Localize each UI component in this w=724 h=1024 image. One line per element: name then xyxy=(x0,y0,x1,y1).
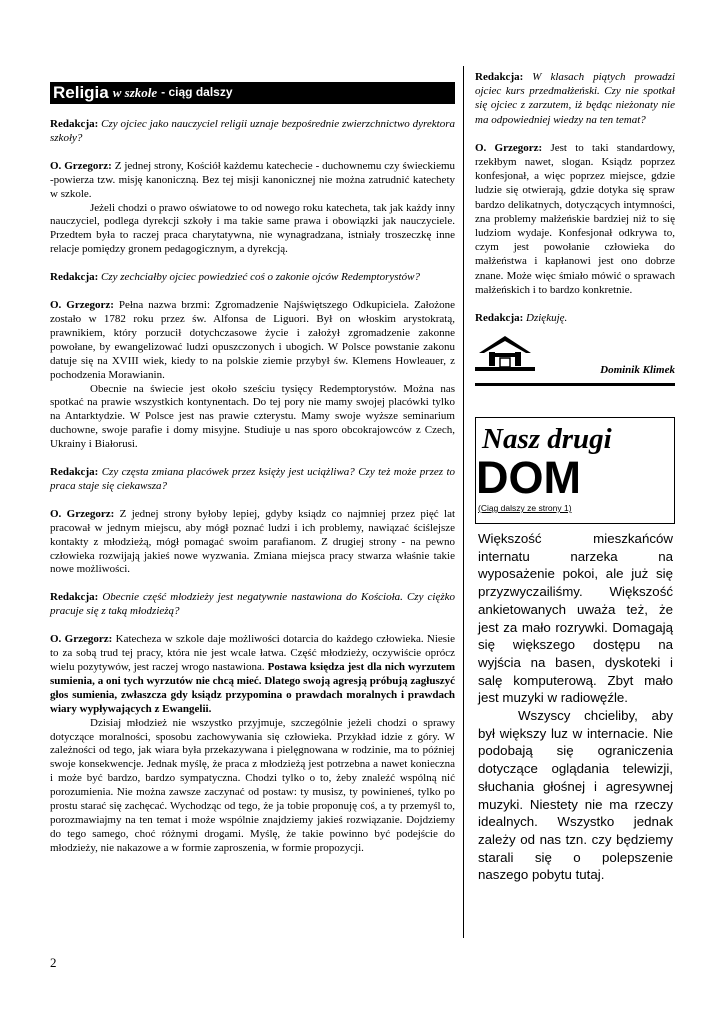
answer-5 xyxy=(475,141,675,297)
dom-title-box xyxy=(475,417,675,524)
dom-continued-link[interactable]: (Ciąg dalszy ze strony 1) xyxy=(478,503,572,513)
label-grzegorz: O. Grzegorz: xyxy=(50,159,112,172)
dom-title-line1: Nasz drugi xyxy=(482,423,612,455)
answer-paragraph: Obecnie na świecie jest około sześciu tysięcy Redemptorystów. Można nas spotkać na prawie wszystkich kontynentach. Do tej pory nie mamy swojej placówki tylko na Antarktydzie. W Polsce jest nas prawie czterystu. Mamy swoje wyższe seminarium duchowne, swoje parafie i domy misyjne. Studiuje u nas sporo obcokrajowców z Czech, Ukrainy i Białorusi. xyxy=(50,382,455,451)
answer-text: Katecheza w szkole daje możliwości dotarcia do każdego człowieka. Niesie to za sobą trud tej pracy, która nie jest wcale łatwa. Część młodzieży, oczywiście oprócz wielu pozytywów, jest raczej wrogo nastawiona. xyxy=(50,633,456,673)
question-3 xyxy=(50,466,455,494)
answer-paragraph: Jeżeli chodzi o prawo oświatowe to od nowego roku katecheta, tak jak każdy inny nauczyciel, podlega dyrekcji szkoły i ma takie same prawa i obowiązki jak nauczyciele. Przedtem była to raczej praca charytatywna, nie wynagradzana, istniały troszeczkę inne relacje pomiędzy gronem pedagogicznym, a dyrekcją. xyxy=(50,201,455,256)
label-redakcja: Redakcja: xyxy=(50,118,99,130)
answer-1 xyxy=(50,160,455,257)
answer-text: Z jednej strony, Kościół każdemu katechecie - duchownemu czy świeckiemu -powierza tzw. misję kanoniczną. Bez tej misji kanonicznej nie można zatrudnić katechety w szkole. xyxy=(50,159,456,200)
question-text: Czy częsta zmiana placówek przez księży jest uciążliwa? Czy też może przez to praca staje się ciekawsza? xyxy=(50,466,455,492)
answer-bold-text: Postawa księdza jest dla nich wyrzutem sumienia, a oni tych wyrzutów nie chcą mieć. Dlatego swoją agresją próbują zagłuszyć głos sumienia, zwłaszcza gdy ksiądz przypomina o prawdach moralnych i prawdach wiary wypływających z Ewangelii. xyxy=(50,661,455,715)
label-redakcja: Redakcja: xyxy=(475,312,524,325)
dom-paragraph-2: Wszyscy chcieliby, aby był większy luz w internacie. Nie podobają się ograniczenia dotyczące oglądania telewizji, słuchania głośnej i agresywnej muzyki. Niestety nie ma rzeczy idealnych. Wszystko jednak zależy od nas tzn. czy będziemy starali się o polepszenie naszego pobytu tutaj. xyxy=(478,708,673,883)
answer-3 xyxy=(50,508,455,578)
author-row xyxy=(475,333,675,377)
answer-paragraph: Dzisiaj młodzież nie wszystko przyjmuje, szczególnie jeżeli chodzi o sprawy dotyczące moralności, sposobu zachowywania się człowieka. Przykład idzie z góry. W zależności od tego, jak wiara była przekazywana i pielęgnowana w rodzinie, ma to później swoje konsekwencje. Jednak myślę, że praca z młodzieżą jest potrzebna a nawet konieczna i może być bardzo, bardzo sympatyczna. Chodzi tylko o to, żeby znaleźć wspólną nić porozumienia. Nie można zawsze zaczynać od postaw: ty musisz, ty powinieneś, tylko po prostu starać się zachęcać. Wychodząc od tego, że ja tobie proponuję coś, a ty przemyśl to, porozmawiajmy na ten temat i może wspólnie znajdziemy jakieś rozwiązanie. Dojdziemy do tego samego, choć różnymi drogami. Myślę, że takie powinno być podejście do młodzieży, nie nakazowe a w formie zaproszenia, w formie propozycji. xyxy=(50,716,455,854)
label-grzegorz: O. Grzegorz: xyxy=(50,507,115,520)
article-title-bar xyxy=(50,82,455,104)
label-redakcja: Redakcja: xyxy=(50,466,99,479)
article-left-column xyxy=(50,82,455,870)
page-number: 2 xyxy=(50,955,57,970)
article-title-italic: w szkole xyxy=(112,85,158,101)
question-4 xyxy=(50,591,455,619)
house-icon xyxy=(475,333,535,377)
article-right-column xyxy=(475,70,675,386)
label-grzegorz: O. Grzegorz: xyxy=(50,299,114,312)
question-text: Czy ojciec jako nauczyciel religii uznaje bezpośrednie zwierzchnictwo dyrektora szkoły? xyxy=(50,118,455,144)
answer-4 xyxy=(50,633,455,856)
author-signature: Dominik Klimek xyxy=(600,364,675,377)
label-redakcja: Redakcja: xyxy=(50,271,99,284)
article-title-rest: - ciąg dalszy xyxy=(161,85,233,100)
question-text: Dziękuję. xyxy=(526,312,568,325)
section-divider xyxy=(475,383,675,386)
article-title-main: Religia xyxy=(53,83,109,103)
label-grzegorz: O. Grzegorz: xyxy=(50,633,113,646)
dom-article-body xyxy=(478,530,673,884)
answer-text: Z jednej strony byłoby lepiej, gdyby ksiądz co najmniej przez pięć lat pracował w jednym miejscu, aby mógł poznać ludzi i ich problemy, nawiązać ściślejsze kontakty z młodzieżą, mógł pomagać swoim parafianom. Z drugiej strony - na pewno człowieka rozwijają jakieś nowe wyzwania. Zmiana miejsca pracy stwarza właśnie takie nowe możliwości. xyxy=(50,507,456,576)
answer-text: Jest to taki standardowy, rzekłbym nawet, slogan. Ksiądz poprzez konfesjonał, a więc poprzez miejsce, gdzie ludzie się otwierają, gdzie dotyka się spraw bardzo delikatnych, dotyczących intymności, zna problemy małżeńskie bardziej niż to się ludziom wydaje. Konfesjonał odkrywa to, czym jest powołanie człowieka do małżeństwa i kapłanowi jest ono dobrze znane. Może więc śmiało mówić o sprawach małżeńskich i to bardzo konkretnie. xyxy=(475,141,676,296)
label-grzegorz: O. Grzegorz: xyxy=(475,141,543,154)
question-5 xyxy=(475,70,675,127)
label-redakcja: Redakcja: xyxy=(475,71,524,83)
question-text: Obecnie część młodzieży jest negatywnie nastawiona do Kościoła. Czy ciężko pracuje się z taką młodzieżą? xyxy=(50,591,456,618)
question-1 xyxy=(50,118,455,146)
question-text: Czy zechciałby ojciec powiedzieć coś o zakonie ojców Redemptorystów? xyxy=(101,271,420,284)
answer-text: Pełna nazwa brzmi: Zgromadzenie Najświętszego Odkupiciela. Założone zostało w 1782 roku przez św. Alfonsa de Liguori. Był on włoskim arystokratą, prawnikiem, który porzucił dotychczasowe życie i założył zgromadzenie zakonne powołane, by ewangelizować ludzi opuszczonych i ubogich. W Polsce powstanie zakonu datuje się na XVIII wiek, kiedy to na polskie ziemie przybył św. Klemens Howleauer, z pochodzenia Morawianin. xyxy=(50,299,455,381)
question-6 xyxy=(475,311,675,325)
question-text: W klasach piątych prowadzi ojciec kurs przedmałżeński. Czy nie spotkał się ojciec z zarzutem, iż będąc nieżonaty nie ma odpowiedniej wiedzy na ten temat? xyxy=(475,71,675,126)
label-redakcja: Redakcja: xyxy=(50,591,99,604)
dom-title-line2: DOM xyxy=(476,452,581,503)
column-divider xyxy=(463,66,464,938)
dom-paragraph-1: Większość mieszkańców internatu narzeka na wyposażenie pokoi, ale już się przyzwyczailiśmy. Większość ankietowanych uważa też, że jest za mało rozrywki. Domagają się większego dostępu na wyjścia na basen, dyskoteki i salę komputerową. Zbyt mało jest muzyki w radiowęźle. xyxy=(478,531,673,706)
question-2 xyxy=(50,271,455,285)
answer-2 xyxy=(50,299,455,452)
